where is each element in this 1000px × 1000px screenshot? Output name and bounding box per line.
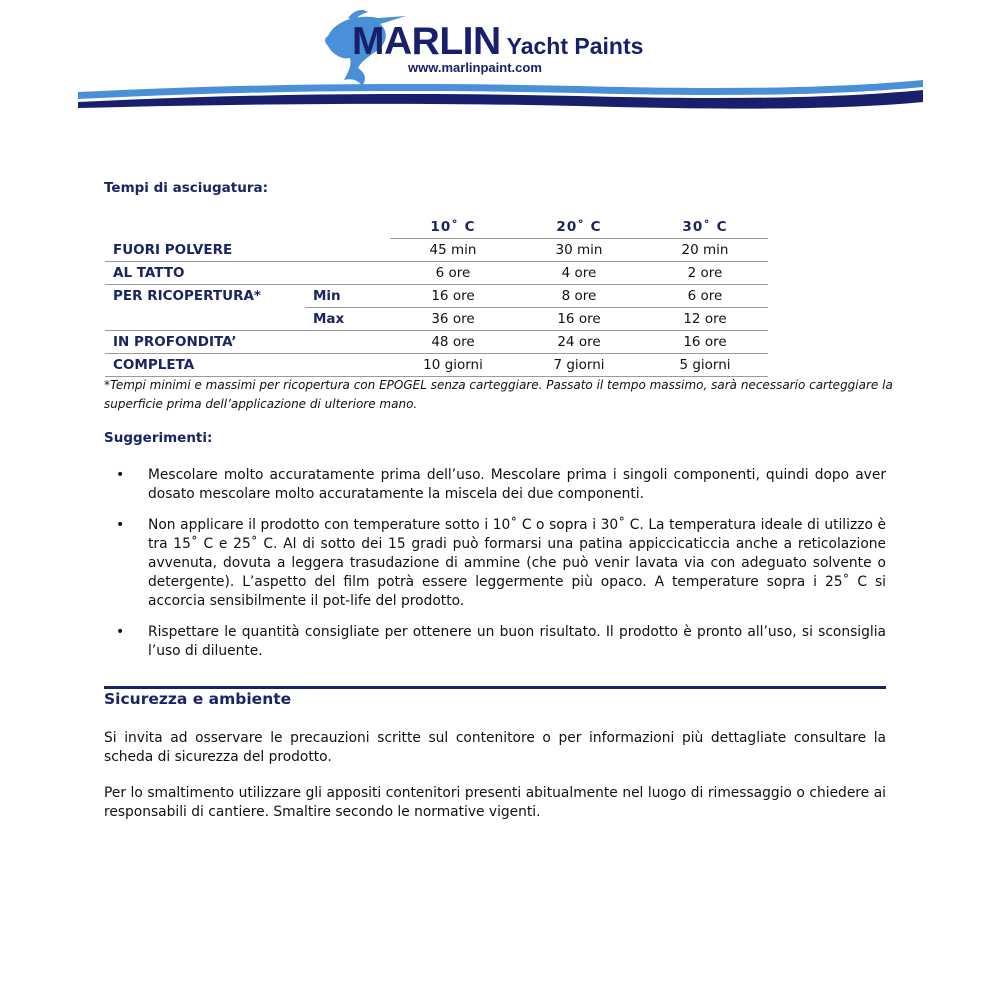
table-cell: 48 ore	[390, 331, 516, 354]
tip-text: Non applicare il prodotto con temperature sotto i 10˚ C o sopra i 30˚ C. La temperatura ideale di utilizzo è tra 15˚ C e 25˚ C. Al di sotto dei 15 gradi può formarsi una patina appiccicaticcia anche a reticolazione avvenuta, dovuta a leggera trasudazione di ammine (che può venir lavata via con adeguato solvente o detergente). L’aspetto del film potrà essere leggermente più opaco. A temperature sopra i 25˚ C si accorcia sensibilmente il pot-life del prodotto.	[148, 517, 886, 609]
drying-times-table	[105, 216, 768, 377]
column-header-20c: 20˚ C	[516, 216, 642, 239]
brand-title	[352, 20, 643, 64]
row-label	[105, 308, 305, 331]
table-cell: 30 min	[516, 239, 642, 262]
table-cell: 10 giorni	[390, 354, 516, 377]
table-row	[105, 308, 768, 331]
safety-title: Sicurezza e ambiente	[104, 690, 292, 708]
column-header-30c: 30˚ C	[642, 216, 768, 239]
tip-text: Rispettare le quantità consigliate per ottenere un buon risultato. Il prodotto è pronto all’uso, si sconsiglia l’uso di diluente.	[148, 624, 886, 659]
row-sublabel	[305, 354, 390, 377]
brand-subtitle: Yacht Paints	[506, 33, 644, 59]
table-cell: 16 ore	[516, 308, 642, 331]
row-label: AL TATTO	[105, 262, 305, 285]
table-cell: 16 ore	[390, 285, 516, 308]
tips-list	[104, 466, 886, 673]
row-label: IN PROFONDITA’	[105, 331, 305, 354]
table-cell: 20 min	[642, 239, 768, 262]
table-header-blank	[305, 216, 390, 239]
section-divider	[104, 686, 886, 689]
column-header-10c: 10˚ C	[390, 216, 516, 239]
list-item	[104, 466, 886, 504]
bullet-icon: •	[116, 517, 125, 533]
table-cell: 7 giorni	[516, 354, 642, 377]
table-row	[105, 239, 768, 262]
table-row	[105, 262, 768, 285]
row-label: COMPLETA	[105, 354, 305, 377]
table-cell: 5 giorni	[642, 354, 768, 377]
brand-name: MARLIN	[352, 20, 501, 63]
row-label: FUORI POLVERE	[105, 239, 305, 262]
bullet-icon: •	[116, 624, 125, 640]
tips-title: Suggerimenti:	[104, 430, 213, 446]
table-row	[105, 354, 768, 377]
table-cell: 4 ore	[516, 262, 642, 285]
row-sublabel: Max	[305, 308, 390, 331]
drying-footnote: *Tempi minimi e massimi per ricopertura con EPOGEL senza carteggiare. Passato il tempo massimo, sarà necessario carteggiare la superficie prima dell’applicazione di ulteriore mano.	[104, 378, 893, 411]
list-item	[104, 623, 886, 661]
row-sublabel	[305, 239, 390, 262]
table-cell: 45 min	[390, 239, 516, 262]
table-header-blank	[105, 216, 305, 239]
table-cell: 2 ore	[642, 262, 768, 285]
brand-url: www.marlinpaint.com	[408, 60, 542, 75]
safety-paragraph: Per lo smaltimento utilizzare gli appositi contenitori presenti abitualmente nel luogo di rimessaggio o chiedere ai responsabili di cantiere. Smaltire secondo le normative vigenti.	[104, 785, 886, 820]
row-sublabel: Min	[305, 285, 390, 308]
bullet-icon: •	[116, 467, 125, 483]
safety-paragraph: Si invita ad osservare le precauzioni scritte sul contenitore o per informazioni più dettagliate consultare la scheda di sicurezza del prodotto.	[104, 730, 886, 765]
tip-text: Mescolare molto accuratamente prima dell’uso. Mescolare prima i singoli componenti, quindi dopo aver dosato mescolare molto accuratamente la miscela dei due componenti.	[148, 467, 886, 502]
drying-times-title: Tempi di asciugatura:	[104, 180, 269, 196]
table-cell: 36 ore	[390, 308, 516, 331]
table-row	[105, 331, 768, 354]
table-cell: 24 ore	[516, 331, 642, 354]
table-header-row	[105, 216, 768, 239]
table-cell: 16 ore	[642, 331, 768, 354]
list-item	[104, 516, 886, 611]
table-cell: 12 ore	[642, 308, 768, 331]
header-wave-stripes	[78, 78, 923, 110]
page-header	[0, 0, 1000, 115]
table-row	[105, 285, 768, 308]
table-cell: 6 ore	[390, 262, 516, 285]
row-label: PER RICOPERTURA*	[113, 288, 261, 305]
table-cell: 6 ore	[642, 285, 768, 308]
table-cell: 8 ore	[516, 285, 642, 308]
row-sublabel	[305, 262, 390, 285]
row-sublabel	[305, 331, 390, 354]
